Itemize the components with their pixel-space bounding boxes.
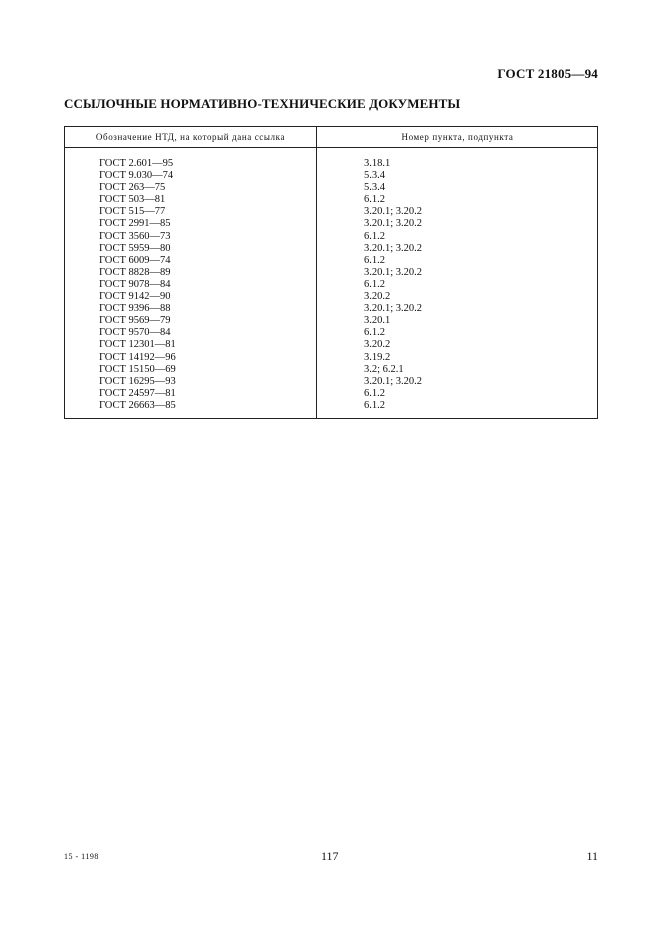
table-row: [65, 400, 597, 412]
clause-cell: 3.20.1; 3.20.2: [364, 375, 423, 387]
clause-cell: 3.20.2: [364, 291, 391, 303]
standard-cell: ГОСТ 515—77: [99, 206, 166, 218]
clause-cell: 3.18.1: [364, 158, 391, 169]
print-code: 15 - 1198: [64, 852, 99, 861]
table-row: [65, 279, 597, 291]
table-row: [65, 376, 597, 388]
column-header-clause: Номер пункта, подпункта: [401, 132, 514, 142]
standard-cell: ГОСТ 2.601—95: [99, 158, 174, 169]
standard-cell: ГОСТ 14192—96: [99, 351, 176, 363]
standard-cell: ГОСТ 3560—73: [99, 230, 171, 242]
clause-cell: 3.2; 6.2.1: [364, 363, 404, 375]
table-row: [65, 194, 597, 206]
standard-cell: ГОСТ 9078—84: [99, 278, 171, 290]
table-row: [65, 182, 597, 194]
standard-cell: ГОСТ 26663—85: [99, 399, 176, 411]
clause-cell: 6.1.2: [364, 278, 385, 290]
clause-cell: 5.3.4: [364, 170, 385, 182]
clause-cell: 3.20.1: [364, 315, 391, 327]
table-row: [65, 327, 597, 339]
clause-cell: 3.20.1; 3.20.2: [364, 242, 423, 254]
table-row: [65, 158, 597, 170]
document-code: ГОСТ 21805—94: [497, 66, 598, 81]
table-row: [65, 206, 597, 218]
table-row: [65, 315, 597, 327]
standard-cell: ГОСТ 8828—89: [99, 266, 171, 278]
standard-cell: ГОСТ 5959—80: [99, 242, 171, 254]
page-number: 117: [321, 849, 339, 863]
clause-cell: 3.20.2: [364, 339, 391, 351]
column-header-document: Обозначение НТД, на который дана ссылка: [95, 132, 286, 142]
table-row: [65, 291, 597, 303]
table-row: [65, 303, 597, 315]
table-row: [65, 170, 597, 182]
clause-cell: 6.1.2: [364, 230, 385, 242]
table-row: [65, 231, 597, 243]
table-row: [65, 267, 597, 279]
standard-cell: ГОСТ 9570—84: [99, 327, 171, 339]
standard-cell: ГОСТ 24597—81: [99, 387, 176, 399]
table-row: [65, 364, 597, 376]
clause-cell: 3.20.1; 3.20.2: [364, 266, 423, 278]
references-table: [64, 126, 598, 419]
standard-cell: ГОСТ 9.030—74: [99, 170, 174, 182]
table-row: [65, 352, 597, 364]
clause-cell: 3.20.1; 3.20.2: [364, 303, 423, 315]
standard-cell: ГОСТ 503—81: [99, 194, 166, 206]
table-row: [65, 388, 597, 400]
clause-cell: 6.1.2: [364, 327, 385, 339]
standard-cell: ГОСТ 12301—81: [99, 339, 176, 351]
section-title: ССЫЛОЧНЫЕ НОРМАТИВНО-ТЕХНИЧЕСКИЕ ДОКУМЕНТЫ: [64, 96, 461, 111]
standard-cell: ГОСТ 15150—69: [99, 363, 176, 375]
table-row: [65, 255, 597, 267]
clause-cell: 3.19.2: [364, 351, 391, 363]
standard-cell: ГОСТ 9569—79: [99, 315, 171, 327]
table-row: [65, 243, 597, 255]
standard-cell: ГОСТ 9396—88: [99, 303, 171, 315]
standard-cell: ГОСТ 9142—90: [99, 291, 171, 303]
table-row: [65, 218, 597, 230]
clause-cell: 3.20.1; 3.20.2: [364, 206, 423, 218]
table-body: [65, 158, 597, 412]
standard-cell: ГОСТ 6009—74: [99, 254, 171, 266]
table-row: [65, 339, 597, 351]
clause-cell: 6.1.2: [364, 399, 385, 411]
standard-cell: ГОСТ 2991—85: [99, 218, 171, 230]
clause-cell: 6.1.2: [364, 194, 385, 206]
clause-cell: 6.1.2: [364, 387, 385, 399]
standard-cell: ГОСТ 16295—93: [99, 375, 176, 387]
section-page-number: 11: [586, 849, 598, 863]
clause-cell: 6.1.2: [364, 254, 385, 266]
table-header: [65, 127, 597, 148]
standard-cell: ГОСТ 263—75: [99, 182, 166, 194]
clause-cell: 3.20.1; 3.20.2: [364, 218, 423, 230]
clause-cell: 5.3.4: [364, 182, 385, 194]
